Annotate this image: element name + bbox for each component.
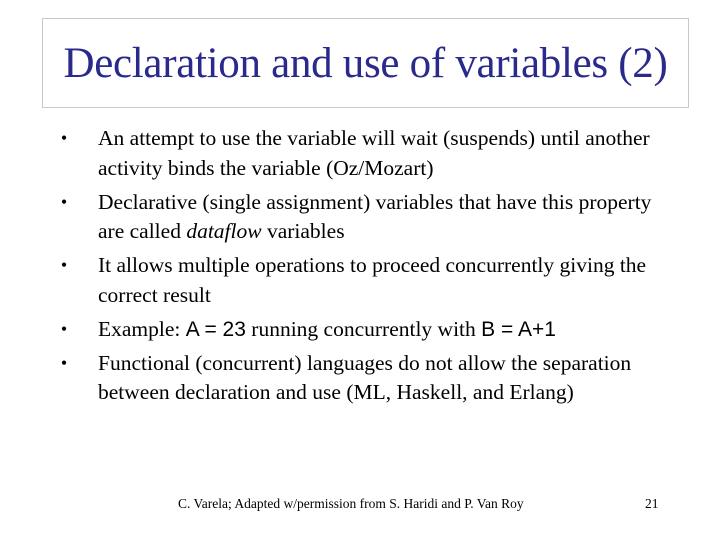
emphasis-text: dataflow bbox=[186, 219, 262, 243]
code-snippet: B = A+1 bbox=[481, 317, 556, 341]
bullet-marker: • bbox=[60, 318, 68, 339]
bullet-marker: • bbox=[60, 255, 68, 275]
slide-title: Declaration and use of variables (2) bbox=[63, 39, 668, 87]
bullet-item bbox=[58, 188, 678, 247]
bullet-item bbox=[58, 349, 678, 408]
bullet-text: Declarative (single assignment) variables that have this property are called bbox=[98, 189, 652, 243]
bullet-item bbox=[58, 251, 678, 310]
bullet-text: variables bbox=[261, 219, 345, 243]
bullet-text: It allows multiple operations to proceed concurrently giving the correct result bbox=[98, 253, 647, 307]
title-placeholder bbox=[42, 18, 689, 108]
bullet-text: Example: bbox=[98, 316, 186, 341]
bullet-list bbox=[58, 124, 678, 412]
footer-credit: C. Varela; Adapted w/permission from S. Haridi and P. Van Roy bbox=[178, 496, 524, 511]
bullet-item bbox=[58, 315, 678, 345]
bullet-item bbox=[58, 124, 678, 183]
page-number: 21 bbox=[645, 496, 659, 511]
bullet-text: running concurrently with bbox=[245, 316, 482, 341]
bullet-text: An attempt to use the variable will wait (suspends) until another activity binds the variable (Oz/Mozart) bbox=[98, 126, 650, 180]
bullet-marker: • bbox=[60, 191, 68, 212]
bullet-marker: • bbox=[60, 352, 68, 373]
bullet-text: Functional (concurrent) languages do not allow the separation between declaration and use (ML, Haskell, and Erlang) bbox=[98, 350, 632, 404]
bullet-marker: • bbox=[60, 128, 68, 148]
code-snippet: A = 23 bbox=[185, 317, 246, 341]
